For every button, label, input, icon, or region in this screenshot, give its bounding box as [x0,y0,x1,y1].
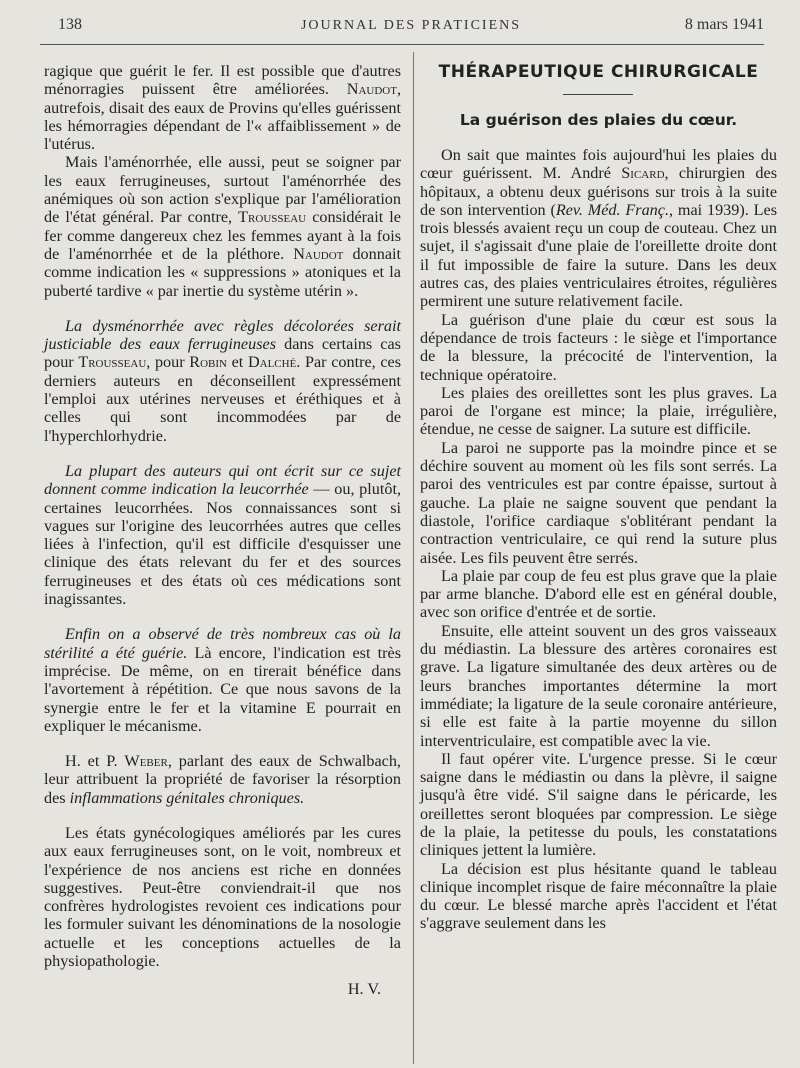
paragraph: ragique que guérit le fer. Il est possible que d'autres ménorragies puissent être améliorées. Naudot, autrefois, disait des eaux de Provins qu'elles guérissent les hémorragies dépendant de l'« affaiblissement » de l'utérus. [44,62,401,154]
column-divider [413,52,414,1064]
paragraph: La guérison d'une plaie du cœur est sous la dépendance de trois facteurs : le siège et l'importance de la blessure, la précocité de l'intervention, la technique opératoire. [420,310,777,384]
journal-title: JOURNAL DES PRATICIENS [300,18,522,33]
paragraph: Mais l'aménorrhée, elle aussi, peut se soigner par les eaux ferrugineuses, surtout l'aménorrhée des anémiques où son action s'explique par l'amélioration de l'état général. Par contre, Trousseau considérait le fer comme dangereux chez les femmes ayant à la fois de l'aménorrhée et de la pléthore. Naudot donnait comme indication les « suppressions » atoniques et la puberté tardive « par inertie du système utérin ». [44,153,401,300]
article-title: La guérison des plaies du cœur. [459,111,738,129]
right-column [420,146,777,933]
paragraph: Ensuite, elle atteint souvent un des gros vaisseaux du médiastin. La blessure des artères coronaires est grave. La ligature simultanée des deux artères ou de leurs branches importantes détermine la mort immédiate; la ligature de la seule coronaire antérieure, si elle est faite à la partie moyenne du sillon interventriculaire, est compatible avec la vie. [420,621,777,750]
page-header [58,16,764,42]
paragraph: La plaie par coup de feu est plus grave que la plaie par arme blanche. D'abord elle est en général double, avec son orifice d'entrée et de sortie. [420,566,777,622]
left-column [44,62,401,999]
issue-date: 8 mars 1941 [684,16,764,33]
page-number: 138 [58,16,82,33]
section-title: THÉRAPEUTIQUE CHIRURGICALE [438,62,759,82]
paragraph: On sait que maintes fois aujourd'hui les plaies du cœur guérissent. M. André Sicard, chirurgien des hôpitaux, a obtenu deux guérisons sur trois à la suite de son intervention (Rev. Méd. Franç., mai 1939). Les trois blessés avaient reçu un coup de couteau. Chez un sujet, il s'agissait d'une plaie de l'oreillette droite dont il fut impossible de faire la suture. Dans les deux autres cas, des plaies ventriculaires étroites, régulières permirent une suture relativement facile. [420,146,777,311]
paragraph: Il faut opérer vite. L'urgence presse. Si le cœur saigne dans le médiastin ou dans la plèvre, il saigne jusqu'à être vidé. S'il saigne dans le péricarde, les oreillettes seront bloquées par compression. Le siège de la plaie, la petitesse du pouls, les constatations cliniques jettent la lumière. [420,749,777,860]
paragraph: Les états gynécologiques améliorés par les cures aux eaux ferrugineuses sont, on le voit, nombreux et l'expérience de nos anciens est riche en données suggestives. Peut-être conviendrait-il que nos confrères hydrologistes revoient ces indications pour les formuler suivant les dénominations de la nosologie actuelle et les conceptions actuelles de la physiopathologie. [44,823,401,971]
title-rule [563,94,633,95]
paragraph: La décision est plus hésitante quand le tableau clinique incomplet risque de faire méconnaître la plaie du cœur. Le blessé marche après l'accident et l'état s'aggrave seulement dans les [420,859,777,933]
paragraph: La dysménorrhée avec règles décolorées serait justiciable des eaux ferrugineuses dans certains cas pour Trousseau, pour Robin et Dalché. Par contre, ces derniers auteurs en déconseillent expressément l'emploi aux utérines nerveuses et éréthiques et à celles qui sont incommodées par de l'hyperchlorhydrie. [44,316,401,445]
author-signature: H. V. [347,980,381,999]
header-rule [40,44,764,45]
paragraph: La paroi ne supporte pas la moindre pince et se déchire souvent au moment où les fils sont serrés. La paroi des ventricules est par contre épaisse, surtout à gauche. La plaie ne saigne souvent que pendant la diastole, l'orifice cardiaque s'oblitérant pendant la contraction ventriculaire, ce qui rend la suture plus aisée. Les fils peuvent être serrés. [420,438,777,567]
paragraph: H. et P. Weber, parlant des eaux de Schwalbach, leur attribuent la propriété de favoriser la résorption des inflammations génitales chroniques. [44,752,401,807]
paragraph: La plupart des auteurs qui ont écrit sur ce sujet donnent comme indication la leucorrhée — ou, plutôt, certaines leucorrhées. Nos connaissances sont si vagues sur l'origine des leucorrhées autres que celles liées à l'infection, qu'il est difficile d'esquisser une clinique des états relevant du fer et des sources ferrugineuses et des états où ces médications sont inagissantes. [44,461,401,609]
paragraph: Enfin on a observé de très nombreux cas où la stérilité a été guérie. Là encore, l'indication est très imprécise. De même, on en tirerait bénéfice dans l'avortement à répétition. Ce que nous savons de la synergie entre le fer et la vitamine E pourrait en expliquer le mécanisme. [44,625,401,735]
paragraph: Les plaies des oreillettes sont les plus graves. La paroi de l'organe est mince; la plaie, irrégulière, étendue, ne cesse de saigner. La suture est difficile. [420,383,777,439]
